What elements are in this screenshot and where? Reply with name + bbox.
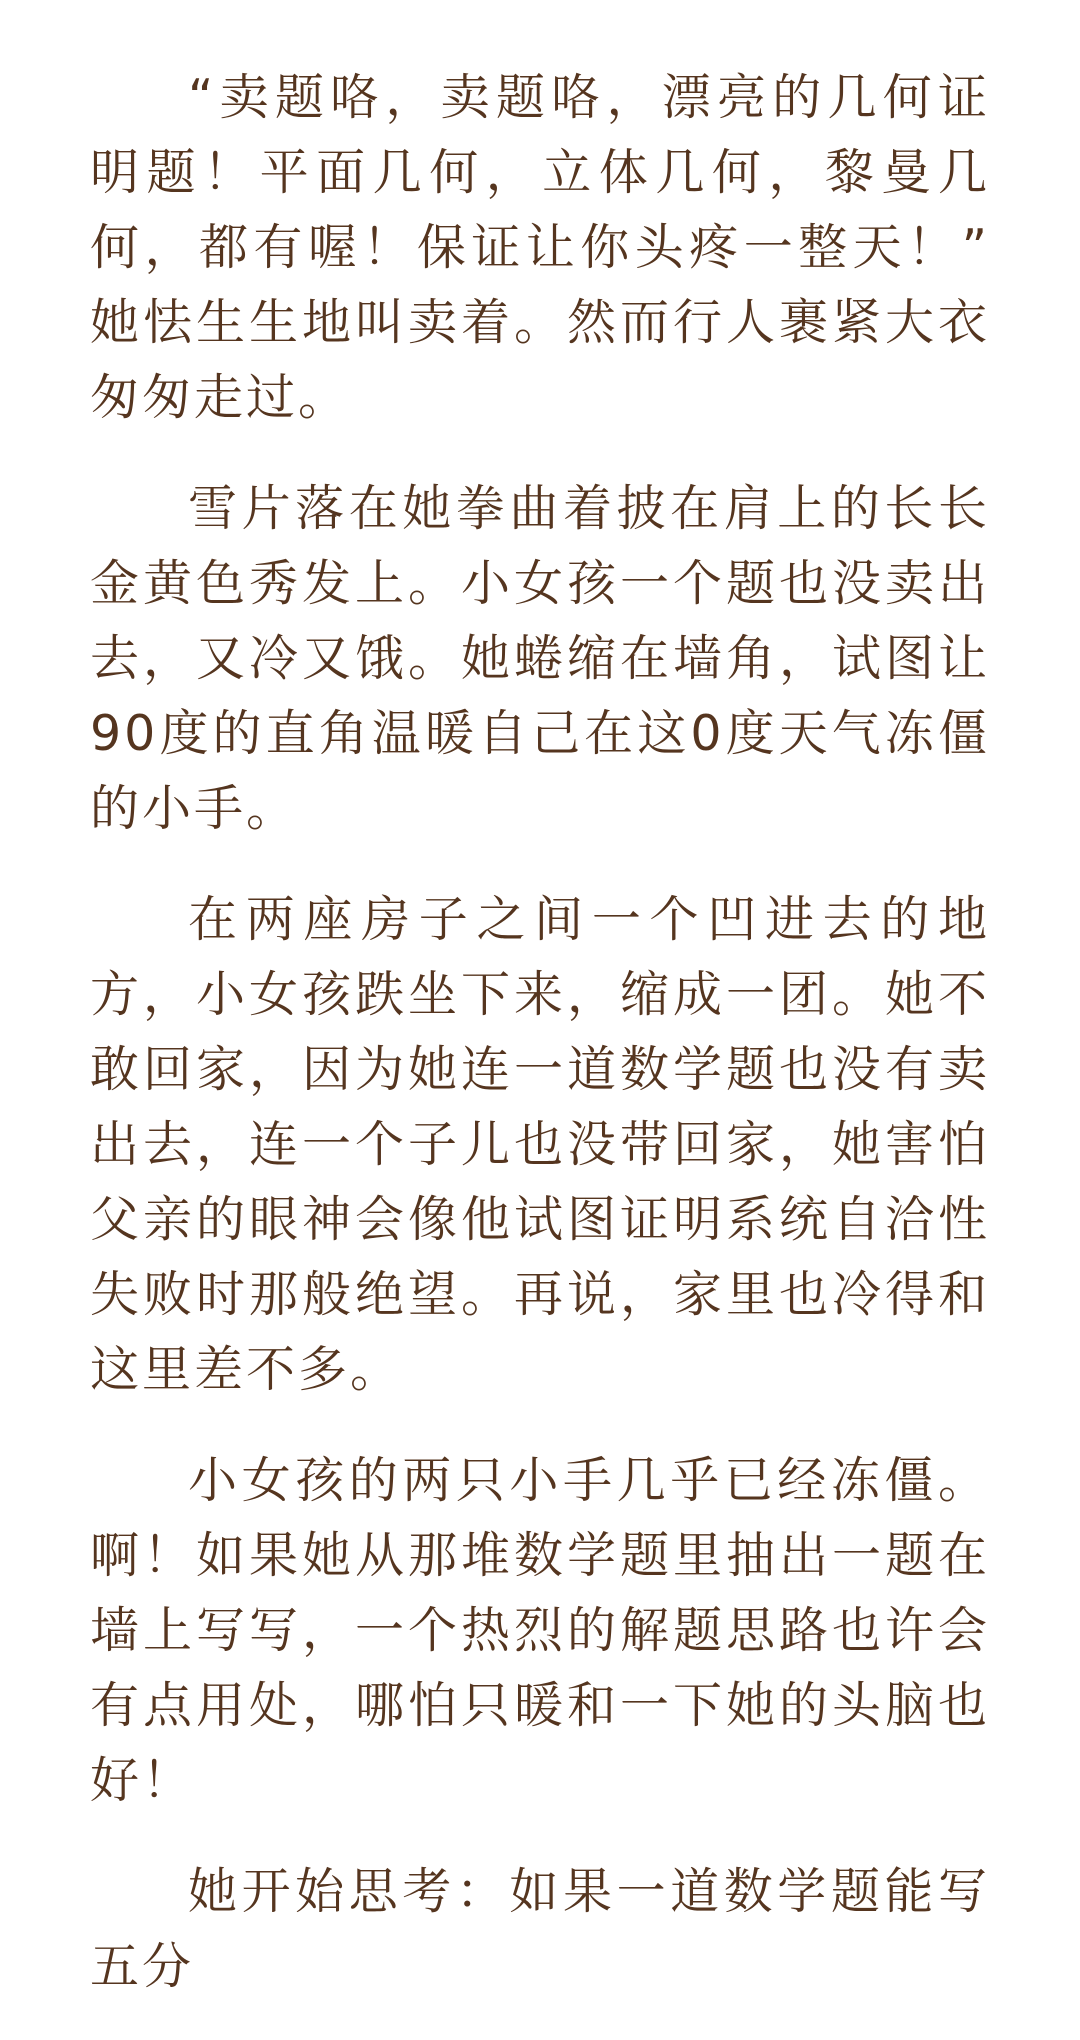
paragraph-5: 她开始思考：如果一道数学题能写五分 [90, 1863, 990, 1995]
paragraph-3: 在两座房子之间一个凹进去的地方，小女孩跌坐下来，缩成一团。她不敢回家，因为她连一道数学题也没有卖出去，连一个子儿也没带回家，她害怕父亲的眼神会像他试图证明系统自洽性失败时那般绝望。再说，家里也冷得和这里差不多。 [90, 891, 990, 1398]
article-body [90, 60, 990, 2040]
paragraph-4: 小女孩的两只小手几乎已经冻僵。啊！如果她从那堆数学题里抽出一题在墙上写写，一个热烈的解题思路也许会有点用处，哪怕只暖和一下她的头脑也好！ [90, 1452, 990, 1809]
paragraph-1: “卖题咯，卖题咯，漂亮的几何证明题！平面几何，立体几何，黎曼几何，都有喔！保证让你头疼一整天！” 她怯生生地叫卖着。然而行人裹紧大衣匆匆走过。 [90, 69, 990, 426]
paragraph-2: 雪片落在她拳曲着披在肩上的长长金黄色秀发上。小女孩一个题也没卖出去，又冷又饿。她蜷缩在墙角，试图让90度的直角温暖自己在这0度天气冻僵的小手。 [90, 480, 990, 837]
